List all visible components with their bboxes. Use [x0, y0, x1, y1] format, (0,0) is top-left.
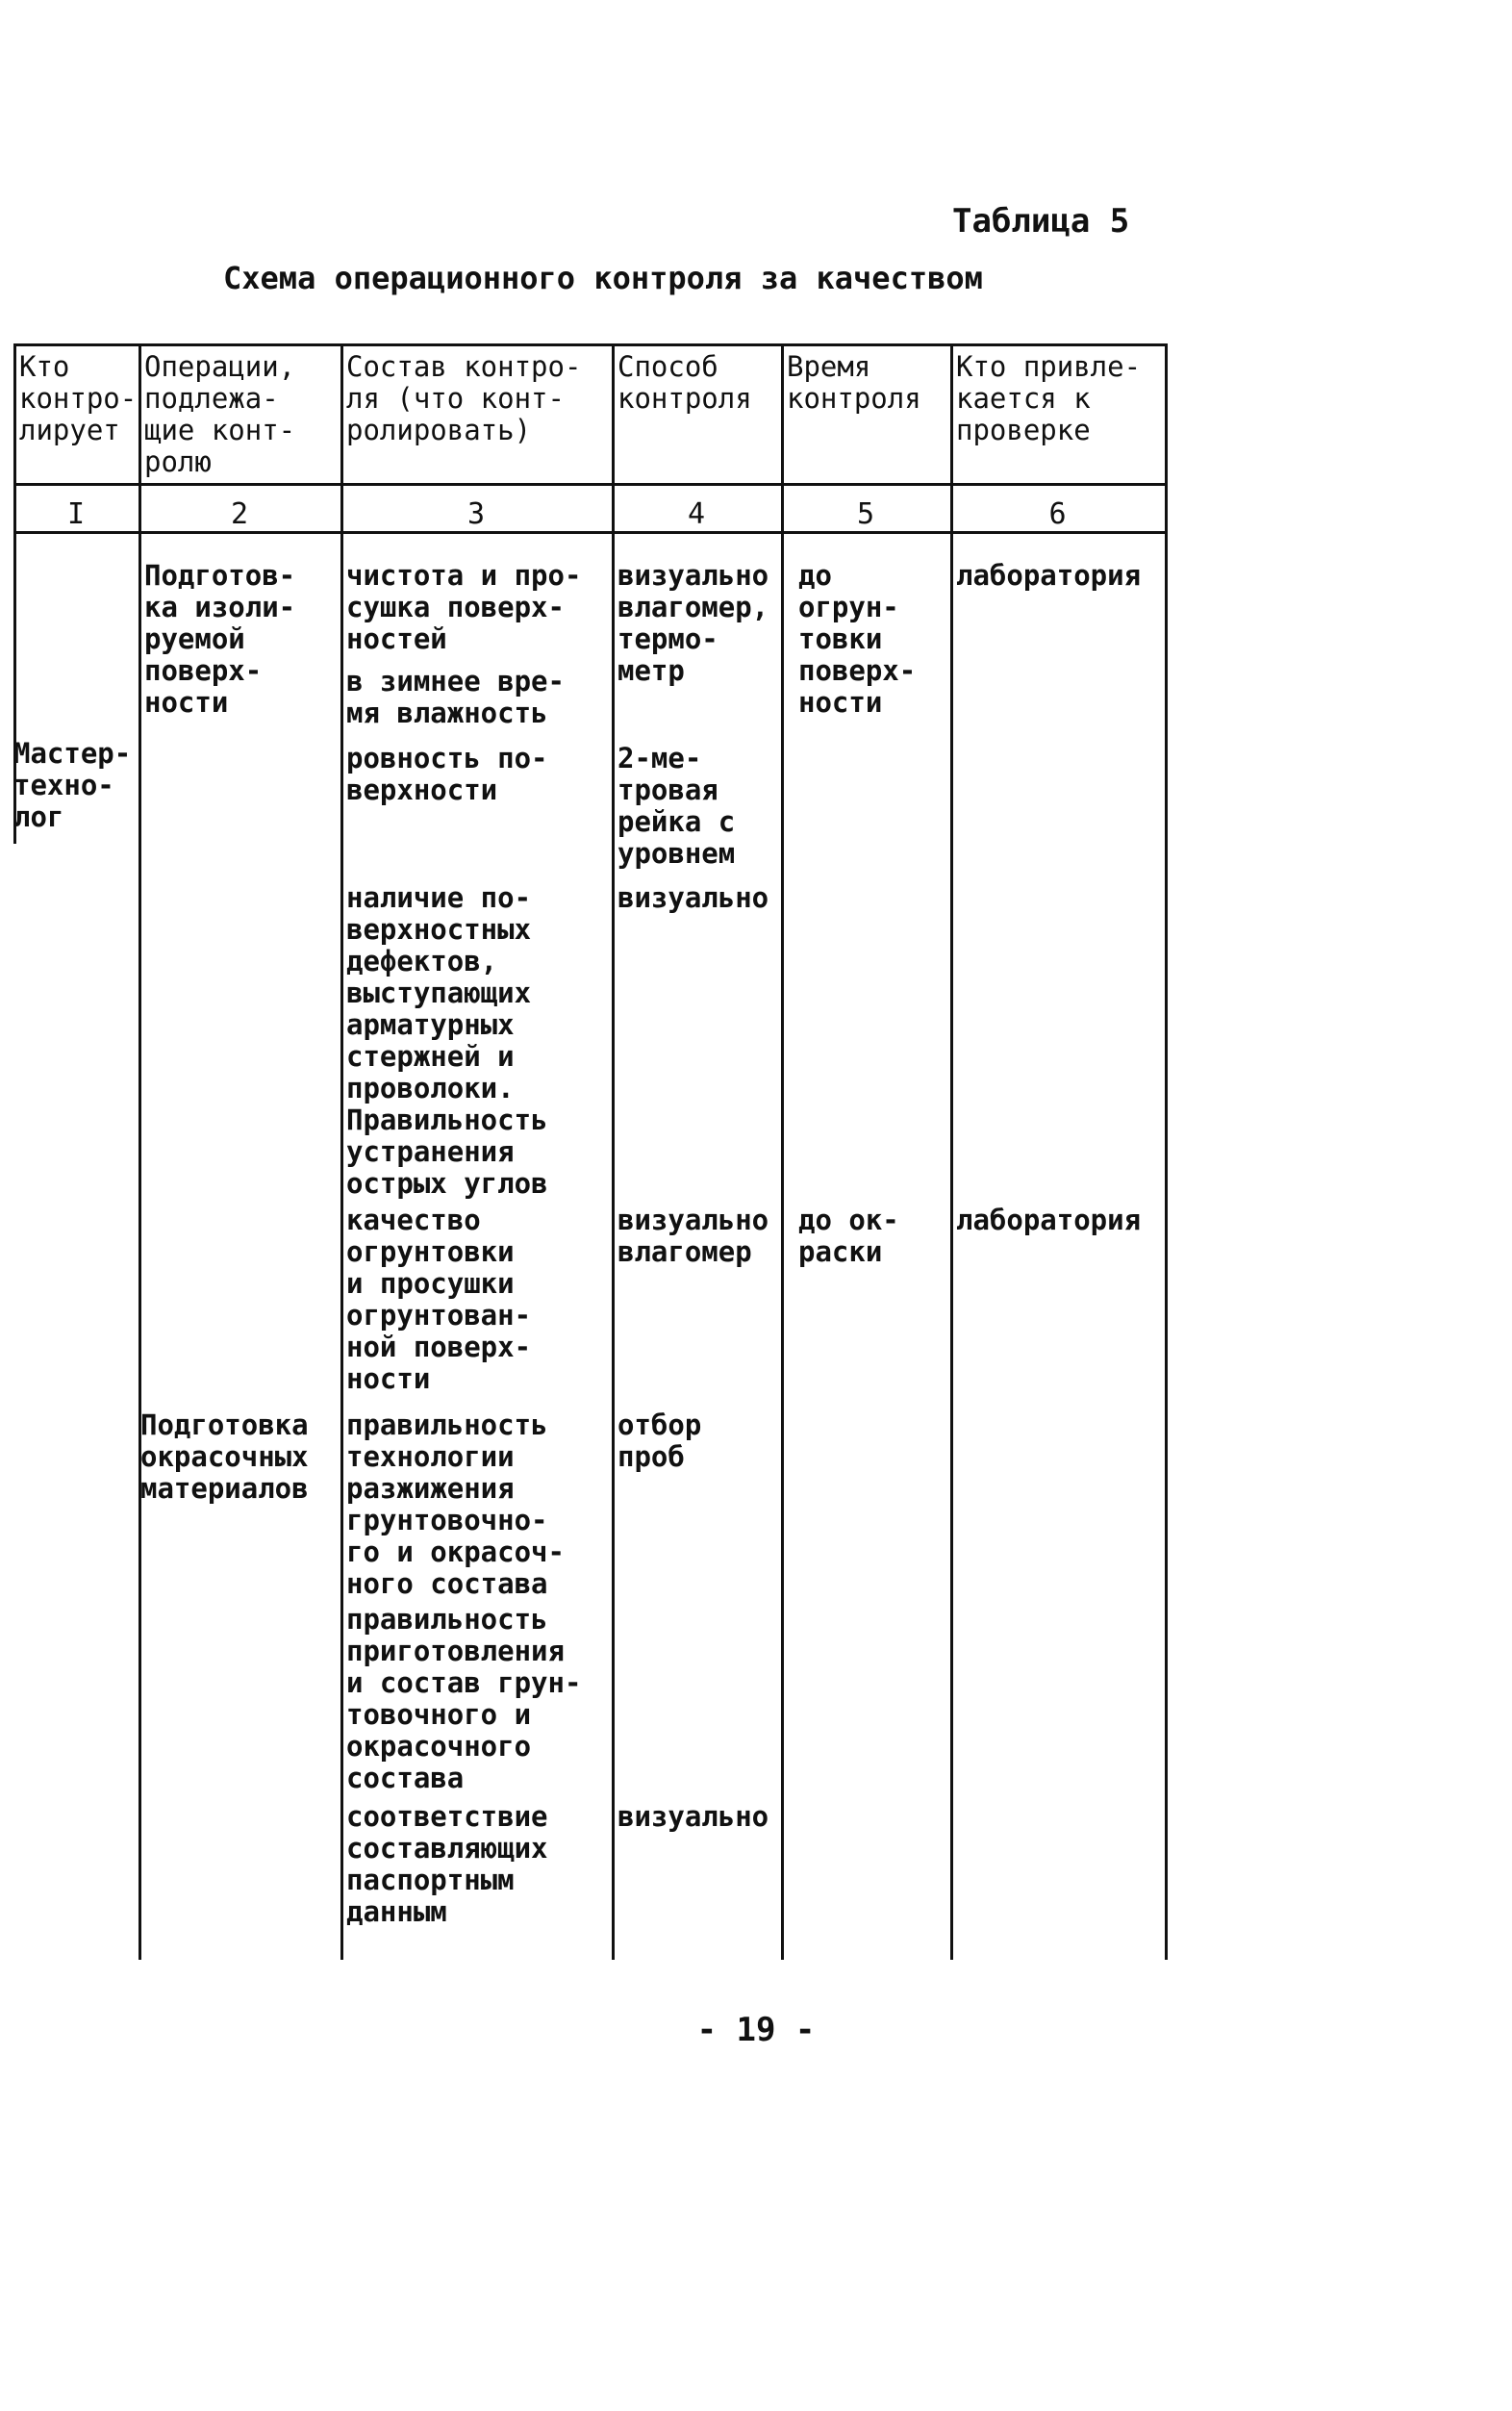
table-number: Таблица 5: [952, 202, 1130, 241]
column-number-4: 4: [687, 497, 706, 531]
controller-cell: Мастер- техно- лог: [13, 738, 132, 833]
method-visual: визуально: [617, 882, 769, 914]
involved-laboratory-1: лаборатория: [956, 560, 1142, 592]
column-number-5: 5: [856, 497, 875, 531]
table-title: Схема операционного контроля за качеством: [223, 260, 983, 296]
column-divider-1: [139, 343, 141, 1960]
table-border-top: [13, 343, 1168, 346]
content-preparation-composition: правильность приготовления и состав грун- товочного и окрасочного состава: [346, 1604, 582, 1794]
operation-surface-prep: Подготов- ка изоли- руемой поверх- ности: [144, 560, 296, 719]
involved-laboratory-2: лаборатория: [956, 1205, 1142, 1236]
content-flatness: ровность по- верхности: [346, 743, 548, 806]
column-divider-3: [612, 343, 615, 1960]
method-two-meter-rail: 2-ме- тровая рейка с уровнем: [617, 743, 736, 870]
header-operations: Операции, подлежа- щие конт- ролю: [144, 351, 296, 478]
method-visual-moisture-meter: визуально влагомер, термо- метр: [617, 560, 769, 687]
header-divider: [13, 483, 1168, 486]
header-who-controls: Кто контро- лирует: [19, 351, 137, 446]
control-table: [13, 343, 1168, 1960]
header-control-content: Состав контро- ля (что конт- ролировать): [346, 351, 582, 446]
content-winter-humidity: в зимнее вре- мя влажность: [346, 666, 565, 729]
content-priming-quality: качество огрунтовки и просушки огрунтован- ной поверх- ности: [346, 1205, 532, 1395]
content-passport-compliance: соответствие составляющих паспортным данным: [346, 1801, 548, 1928]
column-number-2: 2: [230, 497, 249, 531]
time-before-priming: до огрун- товки поверх- ности: [798, 560, 917, 719]
column-divider-4: [781, 343, 784, 1960]
content-cleanliness: чистота и про- сушка поверх- ностей: [346, 560, 582, 655]
method-visual-2: визуально: [617, 1801, 769, 1833]
header-control-time: Время контроля: [787, 351, 921, 415]
operation-materials-prep: Подготовка окрасочных материалов: [140, 1409, 309, 1505]
content-thinning-technology: правильность технологии разжижения грунтовочно- го и окрасоч- ного состава: [346, 1409, 565, 1600]
page-number: - 19 -: [696, 2011, 816, 2049]
column-divider-5: [950, 343, 953, 1960]
method-sampling: отбор проб: [617, 1409, 702, 1473]
header-who-involved: Кто привле- кается к проверке: [956, 351, 1142, 446]
column-number-6: 6: [1048, 497, 1067, 531]
header-control-method: Способ контроля: [617, 351, 752, 415]
column-number-3: 3: [466, 497, 486, 531]
time-before-painting: до ок- раски: [798, 1205, 899, 1268]
method-visual-moisture-meter-2: визуально влагомер: [617, 1205, 769, 1268]
numbers-divider: [13, 531, 1168, 534]
column-divider-2: [340, 343, 343, 1960]
content-defects: наличие по- верхностных дефектов, выступающих арматурных стержней и проволоки. Правильность устранения острых углов: [346, 882, 548, 1200]
column-number-1: I: [66, 497, 86, 531]
table-border-right: [1165, 343, 1168, 1960]
